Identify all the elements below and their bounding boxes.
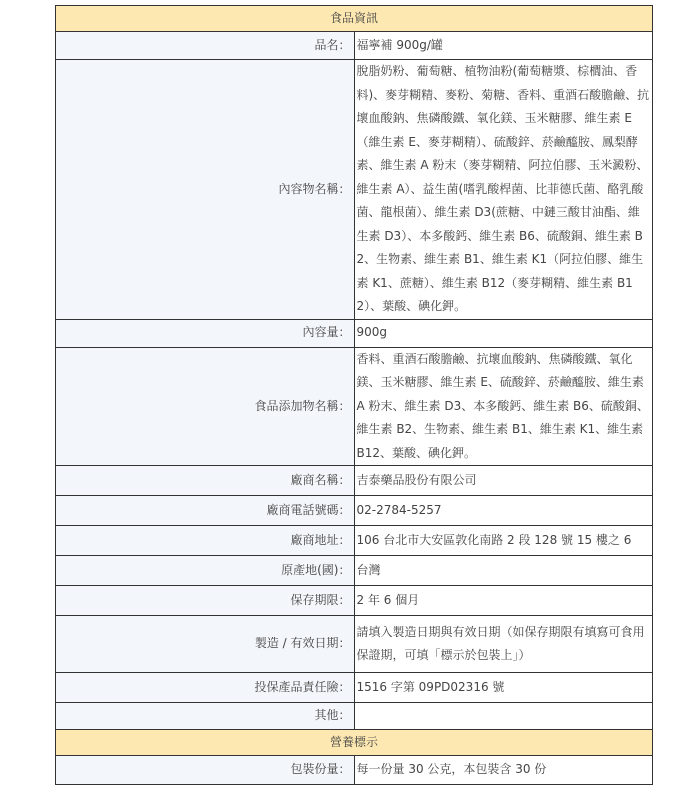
table-row <box>56 703 653 730</box>
row-value: 請填入製造日期與有效日期（如保存期限有填寫可食用保證期，可填「標示於包裝上」） <box>354 616 653 673</box>
table-row <box>56 347 653 466</box>
row-label: 食品添加物名稱： <box>56 347 355 466</box>
row-label: 其他： <box>56 703 355 730</box>
row-value: 02-2784-5257 <box>354 496 653 526</box>
row-label: 廠商名稱： <box>56 466 355 496</box>
table-row <box>56 756 653 785</box>
nutrition-header: 營養標示 <box>56 730 653 756</box>
table-row <box>56 466 653 496</box>
row-label: 廠商地址： <box>56 526 355 556</box>
table-row <box>56 616 653 673</box>
table-row <box>56 526 653 556</box>
row-value: 900g <box>354 319 653 347</box>
food-info-table <box>55 5 653 785</box>
row-value: 福寧補 900g/罐 <box>354 32 653 60</box>
row-value: 吉泰藥品股份有限公司 <box>354 466 653 496</box>
row-label: 製造 / 有效日期： <box>56 616 355 673</box>
row-label: 內容量： <box>56 319 355 347</box>
food-info-header: 食品資訊 <box>56 6 653 32</box>
table-row <box>56 32 653 60</box>
row-label: 內容物名稱： <box>56 60 355 320</box>
row-label: 廠商電話號碼： <box>56 496 355 526</box>
row-value: 台灣 <box>354 556 653 586</box>
row-value: 每一份量 30 公克，本包裝含 30 份 <box>354 756 653 785</box>
row-value: 1516 字第 09PD02316 號 <box>354 673 653 703</box>
row-label: 品名： <box>56 32 355 60</box>
row-value: 香料、重酒石酸膽鹼、抗壞血酸鈉、焦磷酸鐵、氧化鎂、玉米糖膠、維生素 E、硫酸鋅、菸鹼醯胺、維生素 A 粉末、維生素 D3、本多酸鈣、維生素 B6、硫酸銅、維生素 B2、生物素、維生素 B1、維生素 K1、維生素 B12、葉酸、碘化鉀。 <box>354 347 653 466</box>
row-value: 106 台北市大安區敦化南路 2 段 128 號 15 樓之 6 <box>354 526 653 556</box>
row-label: 保存期限： <box>56 586 355 616</box>
table-row <box>56 496 653 526</box>
row-value: 2 年 6 個月 <box>354 586 653 616</box>
row-value <box>354 703 653 730</box>
row-value: 脫脂奶粉、葡萄糖、植物油粉(葡萄糖漿、棕櫚油、香料)、麥芽糊精、麥粉、菊糖、香料、重酒石酸膽鹼、抗壞血酸鈉、焦磷酸鐵、氧化鎂、玉米糖膠、維生素 E（維生素 E、麥芽糊精）、硫酸鋅、菸鹼醯胺、鳳梨酵素、維生素 A 粉末（麥芽糊精、阿拉伯膠、玉米澱粉、維生素 A）、益生菌(嗜乳酸桿菌、比菲德氏菌、酪乳酸菌、龍根菌）、維生素 D3(蔗糖、中鏈三酸甘油酯、維生素 D3）、本多酸鈣、維生素 B6、硫酸銅、維生素 B2、生物素、維生素 B1、維生素 K1（阿拉伯膠、維生素 K1、蔗糖）、維生素 B12（麥芽糊精、維生素 B12）、葉酸、碘化鉀。 <box>354 60 653 320</box>
row-label: 投保產品責任險： <box>56 673 355 703</box>
row-label: 包裝份量： <box>56 756 355 785</box>
table-row <box>56 556 653 586</box>
table-row <box>56 673 653 703</box>
row-label: 原產地(國)： <box>56 556 355 586</box>
table-row <box>56 60 653 320</box>
table-row <box>56 586 653 616</box>
table-row <box>56 319 653 347</box>
